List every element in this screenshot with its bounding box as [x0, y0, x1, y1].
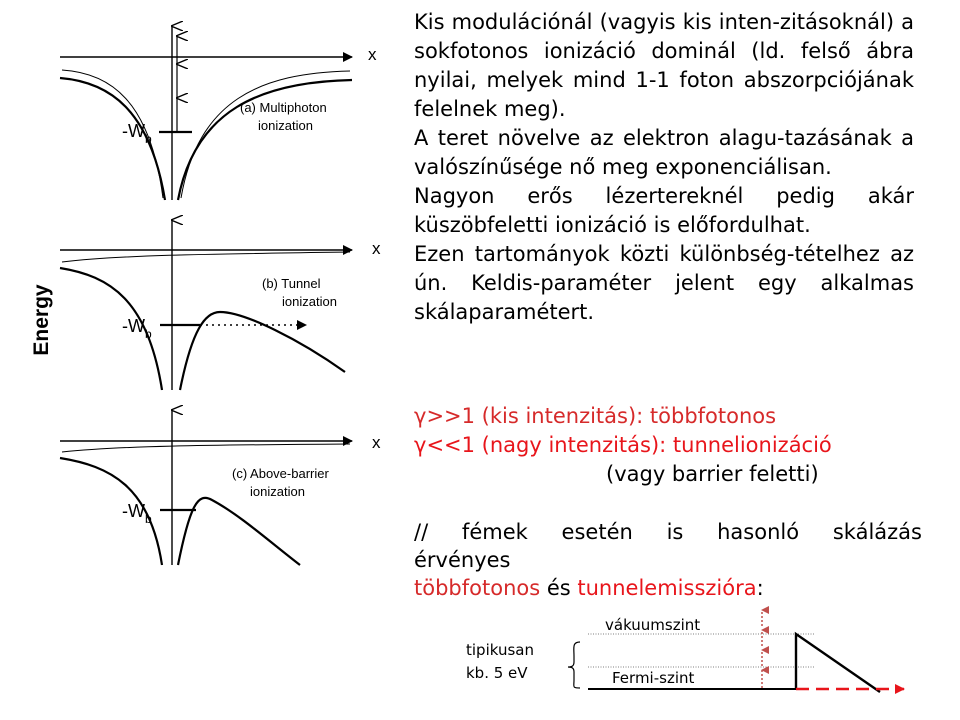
metal-band-diagram	[440, 600, 940, 710]
ionization-energy-diagram	[0, 0, 400, 570]
surface-barrier	[796, 634, 880, 692]
tilted-field-line	[62, 252, 350, 262]
energy-level-label: $-W_b$	[122, 501, 152, 526]
gamma-multiphoton: γ>>1 (kis intenzitás): többfotonos	[414, 404, 777, 428]
x-axis-label: x	[372, 433, 381, 452]
gamma-tunnel: γ<<1 (nagy intenzitás): tunnelionizáció	[414, 433, 832, 457]
metal-note	[414, 518, 922, 602]
panel-caption: (a) Multiphoton	[240, 100, 327, 115]
tilted-field-line	[62, 444, 350, 452]
gamma-note: (vagy barrier feletti)	[606, 462, 819, 486]
fermi-level-label: Fermi-szint	[612, 669, 695, 687]
panel-caption: ionization	[250, 484, 305, 499]
paragraph: A teret növelve az elektron alagu-tazásának a valószínűsége nő meg exponenciálisan.	[414, 126, 914, 179]
panel-tunnel	[60, 220, 381, 390]
metal-line: érvényes	[414, 548, 511, 572]
energy-level-label: $-W_b$	[122, 316, 152, 341]
paragraph: Ezen tartományok közti különbség-tételhez az ún. Keldis-paraméter jelent egy alkalmas skálaparamétert.	[414, 242, 914, 324]
panel-multiphoton	[60, 26, 377, 200]
metal-line: // fémek esetén is hasonló skálázás	[414, 520, 922, 544]
panel-caption: ionization	[282, 294, 337, 309]
keldysh-regimes	[414, 402, 934, 489]
metal-line: többfotonos és tunnelemisszióra:	[414, 576, 764, 600]
energy-level-label: $-W_b$	[122, 121, 152, 146]
energy-axis-label: Energy	[30, 284, 53, 356]
x-axis-label: x	[368, 45, 377, 64]
panel-caption: ionization	[258, 118, 313, 133]
x-axis-label: x	[372, 239, 381, 258]
potential-curve	[60, 78, 352, 200]
paragraph: Nagyon erős lézertereknél pedig akár küszöbfeletti ionizáció is előfordulhat.	[414, 184, 914, 237]
panel-caption: (b) Tunnel	[262, 276, 321, 291]
explanation-text	[414, 8, 914, 327]
panel-caption: (c) Above-barrier	[232, 466, 329, 481]
typical-value: kb. 5 eV	[466, 664, 528, 682]
panel-above-barrier	[60, 410, 381, 565]
vacuum-level-label: vákuumszint	[605, 616, 701, 634]
typical-label: tipikusan	[466, 641, 534, 659]
brace	[568, 642, 580, 688]
paragraph: Kis modulációnál (vagyis kis inten-zitásoknál) a sokfotonos ionizáció dominál (ld. felső ábra nyilai, melyek mind 1-1 foton abszorpciójának felelnek meg).	[414, 10, 914, 121]
